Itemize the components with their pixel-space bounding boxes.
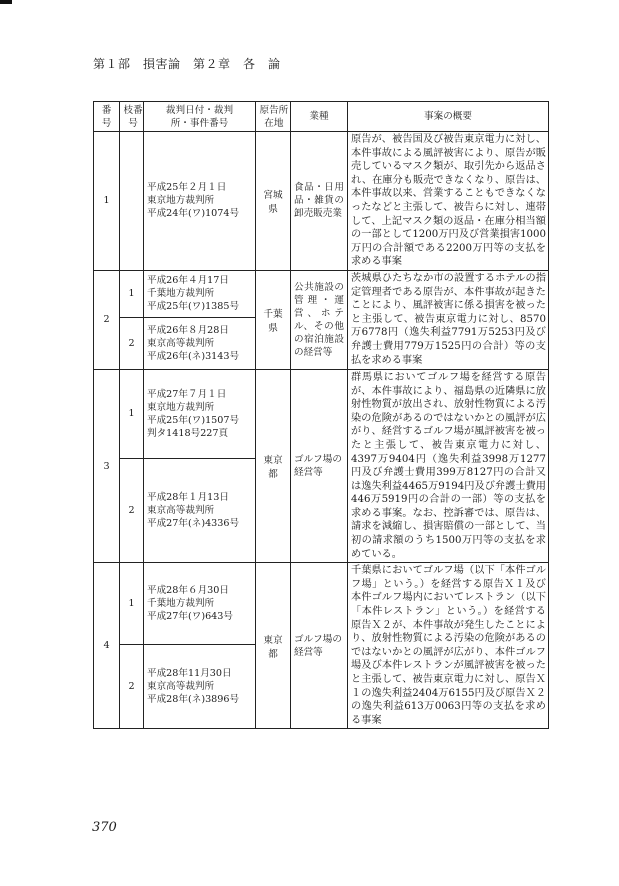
case-no: 1	[94, 132, 120, 271]
case-number: 平成27年(ワ)643号	[147, 610, 233, 622]
case-summary: 千葉県においてゴルフ場（以下「本件ゴルフ場」という。）を経営する原告Ｘ１及び本件ゴルフ場内においてレストラン（以下「本件レストラン」という。）を経営する原告Ｘ２が、本件事故が発生したことにより、放射性物質による汚染の危険があるのではないかとの風評が広がり、本件ゴルフ場及び本件レストランが風評被害を被ったと主張して、被告東京電力に対し、原告Ｘ１の逸失利益2404万6155円及び原告Ｘ２の逸失利益613万0063円等の支払を求める事案	[348, 563, 549, 729]
case-branch: 1	[120, 563, 144, 644]
case-branch: 1	[120, 270, 144, 317]
header-judgment	[144, 102, 256, 132]
industry: ゴルフ場の経営等	[291, 369, 348, 562]
case-number: 平成26年(ネ)3143号	[147, 350, 240, 362]
running-head: 第１部 損害論 第２章 各 論	[93, 57, 281, 71]
case-branch: 2	[120, 317, 144, 369]
header-industry: 業種	[291, 102, 348, 132]
case-branch	[120, 132, 144, 271]
case-summary: 茨城県ひたちなか市の設置するホテルの指定管理者である原告が、本件事故が起きたことにより、風評被害に係る損害を被ったと主張して、被告東京電力に対し、8570万6778円（逸失利益7791万5253円及び弁護士費用779万1525円の合計）等の支払を求める事案	[348, 270, 549, 369]
header-summary: 事案の概要	[348, 102, 549, 132]
corner-mark	[0, 0, 12, 4]
judgment-court: 東京地方裁判所	[147, 195, 215, 207]
header-location-text: 原告所在地	[259, 104, 289, 129]
table-row	[94, 369, 549, 458]
header-branch	[120, 102, 144, 132]
case-branch: 1	[120, 369, 144, 458]
judgment-date: 平成28年６月30日	[147, 584, 229, 596]
header-branch-text: 枝番号	[123, 104, 143, 129]
judgment-court: 千葉地方裁判所	[147, 288, 215, 300]
header-location	[256, 102, 291, 132]
case-number: 平成25年(ワ)1507号	[147, 414, 240, 426]
case-number: 平成27年(ネ)4336号	[147, 518, 240, 530]
judgment-date: 平成25年２月１日	[147, 182, 227, 194]
plaintiff-location: 宮城県	[256, 132, 291, 271]
table-row	[94, 132, 549, 271]
judgment-court: 東京地方裁判所	[147, 401, 215, 413]
judgment-court: 東京高等裁判所	[147, 505, 215, 517]
judgment-date: 平成27年７月１日	[147, 388, 227, 400]
judgment-court: 千葉地方裁判所	[147, 597, 215, 609]
law-report: 判タ1418号227頁	[147, 427, 229, 439]
page-number: 370	[92, 820, 117, 835]
case-no: 3	[94, 369, 120, 562]
case-judgment	[144, 644, 256, 729]
industry: 食品・日用品・雑貨の卸売販売業	[291, 132, 348, 271]
table-header-row	[94, 102, 549, 132]
plaintiff-location: 千葉県	[256, 270, 291, 369]
table-row	[94, 270, 549, 317]
industry: 公共施設の管理・運営、ホテル、その他の宿泊施設の経営等	[291, 270, 348, 369]
judgment-date: 平成28年11月30日	[147, 668, 232, 679]
case-summary: 原告が、被告国及び被告東京電力に対し、本件事故による風評被害により、原告が販売しているマスク類が、取引先から返品され、在庫分も販売できなくなり、原告は、本件事故以来、営業することもできなくなったなどと主張して、被告らに対し、連帯して、上記マスク類の返品・在庫分相当額の一部として1200万円及び営業損害1000万円の合計額である2200万円等の支払を求める事案	[348, 132, 549, 271]
plaintiff-location: 東京都	[256, 369, 291, 562]
case-no: 2	[94, 270, 120, 369]
case-judgment	[144, 270, 256, 317]
judgment-court: 東京高等裁判所	[147, 681, 215, 692]
judgment-date: 平成26年８月28日	[147, 324, 229, 336]
case-branch: 2	[120, 458, 144, 562]
case-table	[93, 101, 549, 729]
case-judgment	[144, 563, 256, 644]
header-judgment-text: 裁判日付・裁判所・事件番号	[165, 104, 234, 129]
case-judgment	[144, 458, 256, 562]
case-branch: 2	[120, 644, 144, 729]
industry: ゴルフ場の経営等	[291, 563, 348, 729]
case-judgment	[144, 132, 256, 271]
case-number: 平成28年(ネ)3896号	[147, 694, 240, 705]
case-number: 平成24年(ワ)1074号	[147, 208, 240, 220]
judgment-court: 東京高等裁判所	[147, 337, 215, 349]
header-no: 番号	[94, 102, 120, 132]
judgment-date: 平成28年１月13日	[147, 492, 229, 504]
case-judgment	[144, 369, 256, 458]
case-summary: 群馬県においてゴルフ場を経営する原告が、本件事故により、福島県の近隣県に放射性物質が放出され、放射性物質による汚染の危険があるのではないかとの風評が広がり、経営するゴルフ場が風評被害を被ったと主張して、被告東京電力に対し、4397万9404円（逸失利益3998万1277円及び弁護士費用399万8127円の合計又は逸失利益4465万9194円及び弁護士費用446万5919円の合計の一部）等の支払を求める事案。なお、控訴審では、原告は、請求を減縮し、損害賠償の一部として、当初の請求額のうち1500万円等の支払を求めている。	[348, 369, 549, 562]
judgment-date: 平成26年４月17日	[147, 275, 229, 287]
table-row	[94, 563, 549, 644]
case-number: 平成25年(ワ)1385号	[147, 301, 240, 313]
case-judgment	[144, 317, 256, 369]
plaintiff-location: 東京都	[256, 563, 291, 729]
case-no: 4	[94, 563, 120, 729]
